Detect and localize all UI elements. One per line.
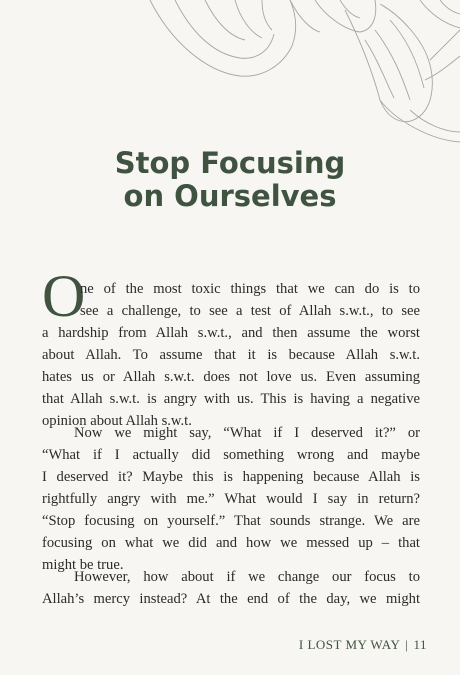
footer-separator: | [405, 637, 409, 652]
drop-cap: O [42, 263, 86, 329]
text-line: focusing on what we did and how we messed up – that [42, 535, 420, 551]
text-line: rightfully angry with me.” What would I say in return? [42, 491, 420, 507]
text-line: about Allah. To assume that it is because Allah s.w.t. [42, 347, 420, 363]
text-line: “Stop focusing on yourself.” That sounds strange. We are [42, 513, 420, 529]
text-line: might be true. [42, 557, 124, 573]
text-line: opinion about Allah s.w.t. [42, 413, 192, 429]
text-line: that Allah s.w.t. is angry with us. This is having a negative [42, 391, 420, 407]
chapter-title-line2: on Ourselves [123, 179, 337, 213]
text-line: see a challenge, to see a test of Allah s.w.t., to see [80, 303, 420, 319]
text-line: a hardship from Allah s.w.t., and then assume the worst [42, 325, 420, 341]
text-line: Now we might say, “What if I deserved it?” or [74, 425, 420, 441]
text-line: “What if I actually did something wrong and maybe [42, 447, 420, 463]
text-line: I deserved it? Maybe this is happening because Allah is [42, 469, 420, 485]
chapter-title-line1: Stop Focusing [114, 146, 346, 180]
paragraph-3 [42, 566, 420, 610]
text-line: hates us or Allah s.w.t. does not love us. Even assuming [42, 369, 420, 385]
floral-decoration [0, 0, 460, 150]
text-line: ne of the most toxic things that we can do is to [80, 281, 420, 297]
book-title: I LOST MY WAY [298, 637, 401, 652]
paragraph-1 [42, 263, 420, 438]
running-footer [299, 637, 427, 653]
text-line: Allah’s mercy instead? At the end of the day, we might [42, 591, 420, 607]
paragraph-2 [42, 422, 420, 582]
text-line: However, how about if we change our focus to [74, 569, 420, 585]
page-number: 11 [413, 637, 427, 652]
